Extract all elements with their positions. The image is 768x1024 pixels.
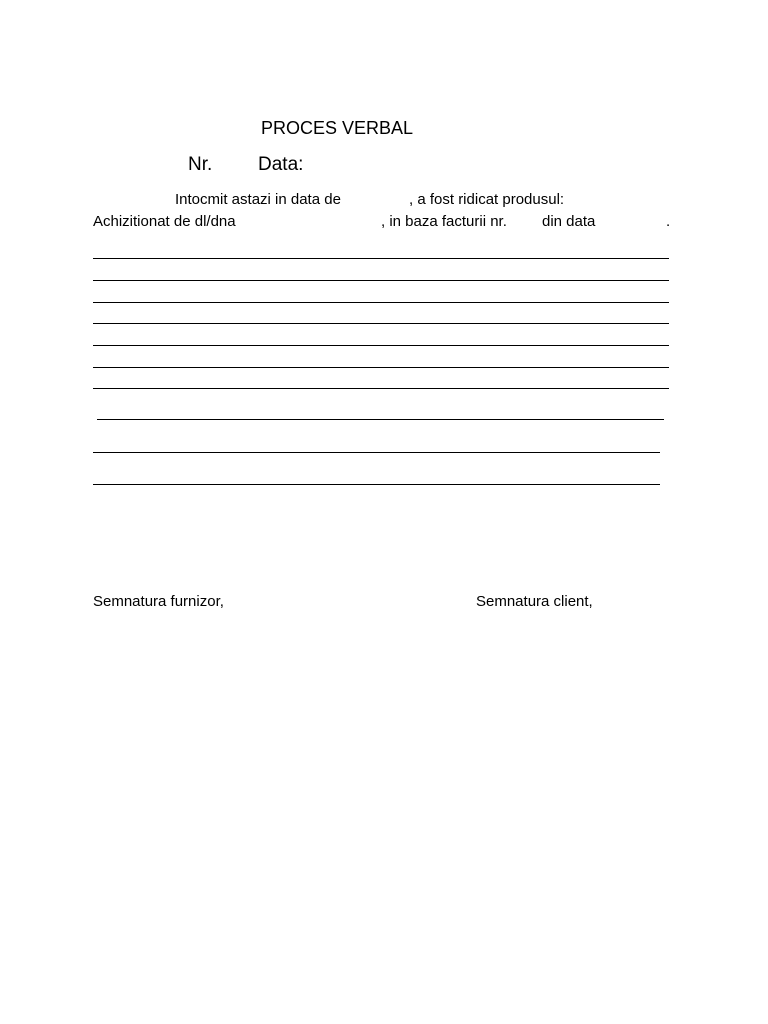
intro-text-part1: Intocmit astazi in data de <box>175 191 341 208</box>
invoice-date-text: din data <box>542 213 596 230</box>
fill-line <box>93 345 669 346</box>
fill-line <box>93 323 669 324</box>
fill-line <box>93 367 669 368</box>
sentence-end-period: . <box>666 213 671 230</box>
fill-line <box>93 280 669 281</box>
fill-line <box>93 388 669 389</box>
document-title: PROCES VERBAL <box>261 118 414 138</box>
supplier-signature-label: Semnatura furnizor, <box>93 593 224 610</box>
fill-line <box>93 302 669 303</box>
fill-line <box>97 419 664 420</box>
intro-text-part2: , a fost ridicat produsul: <box>409 191 565 208</box>
fill-line <box>93 484 660 485</box>
invoice-text: , in baza facturii nr. <box>381 213 507 230</box>
buyer-text: Achizitionat de dl/dna <box>93 213 236 230</box>
fill-line <box>93 258 669 259</box>
fill-line <box>93 452 660 453</box>
number-label: Nr. <box>188 154 213 175</box>
date-label: Data: <box>258 154 304 175</box>
client-signature-label: Semnatura client, <box>476 593 593 610</box>
